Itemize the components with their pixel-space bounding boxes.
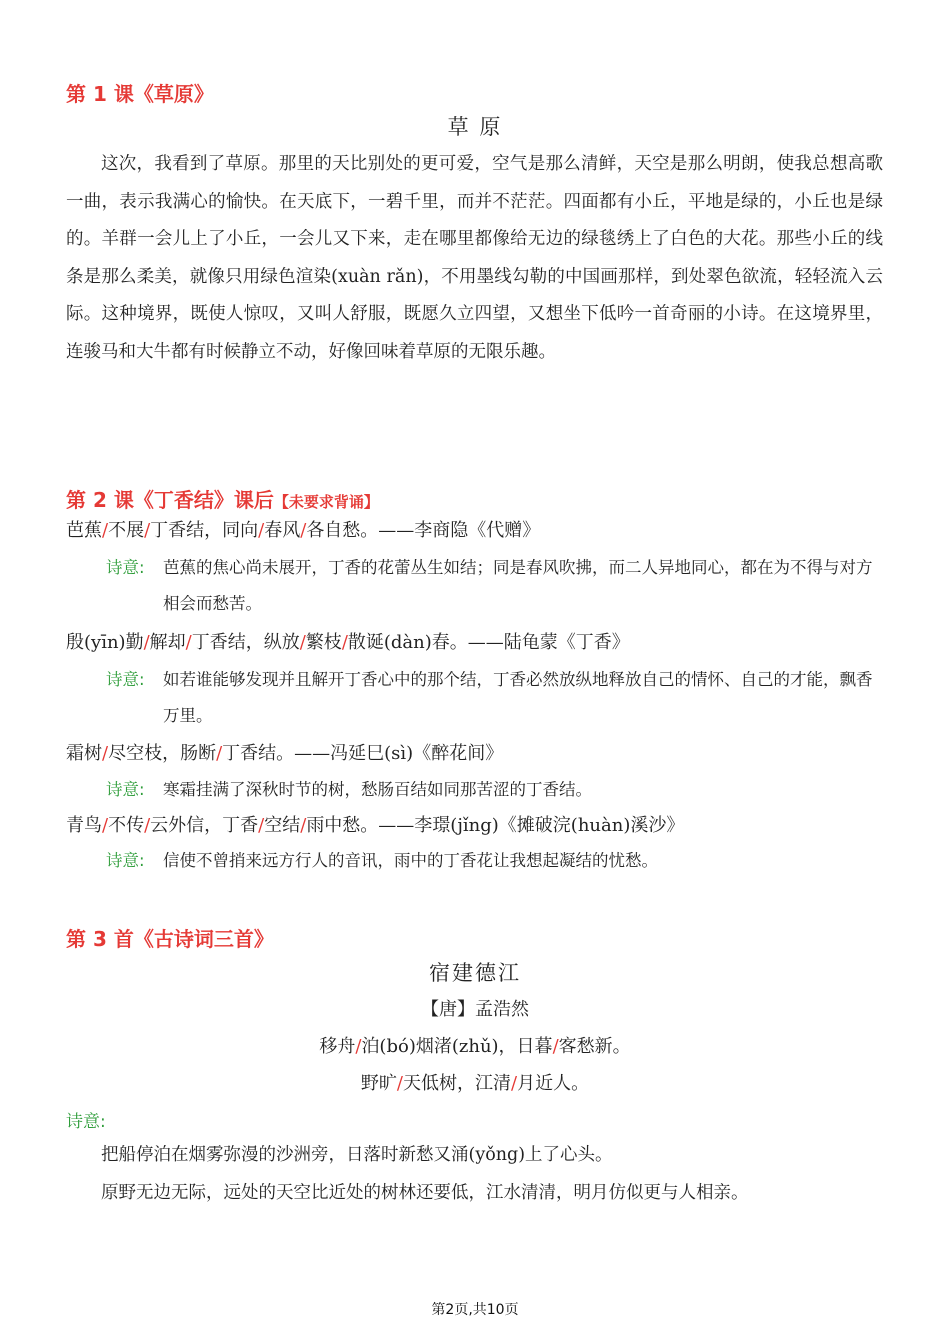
verse-part: 雨中愁。——李璟(jǐng)《摊破浣(huàn)溪沙》 bbox=[306, 815, 685, 836]
meaning-1 bbox=[106, 550, 886, 622]
meaning-text: 芭蕉的焦心尚未展开，丁香的花蕾丛生如结；同是春风吹拂，而二人异地同心，都在为不得与对方相会而愁苦。 bbox=[163, 558, 873, 613]
verse-slash: / bbox=[300, 815, 307, 836]
meaning-text: 寒霜挂满了深秋时节的树，愁肠百结如同那苦涩的丁香结。 bbox=[163, 780, 592, 799]
verse-slash: / bbox=[144, 815, 151, 836]
poem-meaning-label: 诗意: bbox=[66, 1112, 106, 1132]
lesson-1-title: 草 原 bbox=[447, 115, 503, 139]
verse-slash: / bbox=[102, 815, 109, 836]
verse-slash: / bbox=[102, 743, 109, 764]
verse-part: 春风 bbox=[264, 520, 301, 541]
verse-slash: / bbox=[185, 632, 192, 653]
verse-slash: / bbox=[396, 1073, 403, 1094]
verse-part: 月近人。 bbox=[517, 1073, 590, 1094]
verse-part: 不展 bbox=[108, 520, 145, 541]
lesson-2-note: 【未要求背诵】 bbox=[273, 493, 379, 511]
verse-slash: / bbox=[552, 1036, 559, 1057]
verse-1 bbox=[66, 516, 540, 542]
meaning-3 bbox=[106, 772, 886, 808]
verse-part: 霜树 bbox=[66, 743, 102, 764]
meaning-4 bbox=[106, 843, 886, 879]
meaning-label: 诗意: bbox=[106, 780, 145, 799]
verse-slash: / bbox=[258, 815, 265, 836]
verse-part: 客愁新。 bbox=[558, 1036, 631, 1057]
verse-slash: / bbox=[102, 520, 109, 541]
poem-line-2 bbox=[0, 1069, 950, 1095]
verse-part: 不传 bbox=[108, 815, 145, 836]
verse-part: 尽空枝，肠断 bbox=[108, 743, 217, 764]
verse-part: 繁枝 bbox=[305, 632, 342, 653]
meaning-label: 诗意: bbox=[106, 558, 145, 577]
poem-line-1 bbox=[0, 1032, 950, 1058]
lesson-2-heading-text: 第 2 课《丁香结》课后 bbox=[66, 488, 274, 512]
verse-4 bbox=[66, 811, 684, 837]
verse-part: 空结 bbox=[264, 815, 301, 836]
poem-title: 宿建德江 bbox=[429, 961, 521, 985]
page-footer: 第2页,共10页 bbox=[431, 1302, 519, 1318]
verse-part: 芭蕉 bbox=[66, 520, 102, 541]
lesson-2-heading bbox=[66, 484, 379, 513]
verse-slash: / bbox=[143, 632, 150, 653]
verse-part: 解却 bbox=[149, 632, 186, 653]
verse-part: 移舟 bbox=[319, 1036, 356, 1057]
verse-slash: / bbox=[299, 632, 306, 653]
verse-part: 野旷 bbox=[360, 1073, 397, 1094]
poem-meaning-1: 把船停泊在烟雾弥漫的沙洲旁，日落时新愁又涌(yǒng)上了心头。 bbox=[101, 1145, 613, 1165]
verse-3 bbox=[66, 739, 503, 765]
meaning-label: 诗意: bbox=[106, 670, 145, 689]
meaning-text: 信使不曾捎来远方行人的音讯，雨中的丁香花让我想起凝结的忧愁。 bbox=[163, 851, 658, 870]
verse-part: 丁香结，同向 bbox=[150, 520, 259, 541]
verse-part: 殷(yīn)勤 bbox=[66, 632, 144, 653]
meaning-2 bbox=[106, 662, 886, 734]
verse-slash: / bbox=[300, 520, 307, 541]
verse-slash: / bbox=[216, 743, 223, 764]
verse-part: 云外信，丁香 bbox=[150, 815, 259, 836]
verse-part: 青鸟 bbox=[66, 815, 102, 836]
lesson-1-heading: 第 1 课《草原》 bbox=[66, 82, 214, 106]
lesson-1-paragraph: 这次，我看到了草原。那里的天比别处的更可爱，空气是那么清鲜，天空是那么明朗，使我总想高歌一曲，表示我满心的愉快。在天底下，一碧千里，而并不茫茫。四面都有小丘，平地是绿的，小丘也是绿的。羊群一会儿上了小丘，一会儿又下来，走在哪里都像给无边的绿毯绣上了白色的大花。那些小丘的线条是那么柔美，就像只用绿色渲染(xuàn rǎn)，不用墨线勾勒的中国画那样，到处翠色欲流，轻轻流入云际。这种境界，既使人惊叹，又叫人舒服，既愿久立四望，又想坐下低吟一首奇丽的小诗。在这境界里，连骏马和大牛都有时候静立不动，好像回味着草原的无限乐趣。 bbox=[66, 154, 883, 362]
verse-slash: / bbox=[511, 1073, 518, 1094]
verse-part: 丁香结，纵放 bbox=[191, 632, 300, 653]
poem-meaning-2: 原野无边无际，远处的天空比近处的树林还要低，江水清清，明月仿似更与人相亲。 bbox=[101, 1183, 749, 1203]
poem-author: 【唐】孟浩然 bbox=[421, 999, 529, 1020]
verse-2 bbox=[66, 628, 630, 654]
verse-part: 丁香结。——冯延巳(sì)《醉花间》 bbox=[222, 743, 504, 764]
lesson-3-heading: 第 3 首《古诗词三首》 bbox=[66, 927, 274, 951]
verse-slash: / bbox=[258, 520, 265, 541]
verse-part: 散诞(dàn)春。——陆龟蒙《丁香》 bbox=[347, 632, 630, 653]
verse-slash: / bbox=[144, 520, 151, 541]
verse-slash: / bbox=[355, 1036, 362, 1057]
meaning-text: 如若谁能够发现并且解开丁香心中的那个结，丁香必然放纵地释放自己的情怀、自己的才能，飘香万里。 bbox=[163, 670, 873, 725]
verse-part: 各自愁。——李商隐《代赠》 bbox=[306, 520, 541, 541]
verse-slash: / bbox=[341, 632, 348, 653]
verse-part: 天低树，江清 bbox=[403, 1073, 511, 1094]
verse-part: 泊(bó)烟渚(zhǔ)，日暮 bbox=[361, 1036, 553, 1057]
meaning-label: 诗意: bbox=[106, 851, 145, 870]
